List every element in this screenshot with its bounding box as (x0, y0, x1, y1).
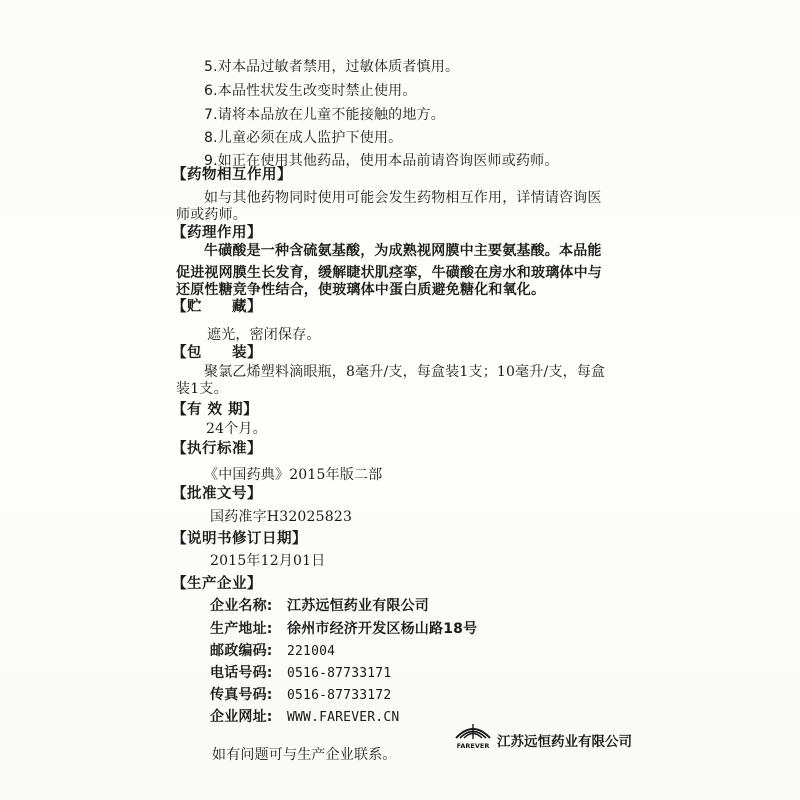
manufacturer-name-value: 江苏远恒药业有限公司 (287, 598, 429, 614)
manufacturer-phone-row (210, 664, 391, 683)
pharmacology-line-2: 促进视网膜生长发育，缓解睫状肌痉挛，牛磺酸在房水和玻璃体中与 (176, 265, 602, 281)
precaution-item-8: 8.儿童必须在成人监护下使用。 (204, 130, 403, 146)
manufacturer-fax-value: 0516-87733172 (287, 688, 392, 703)
validity-heading: 【有 效 期】 (172, 402, 259, 418)
standard-text: 《中国药典》2015年版二部 (204, 467, 383, 483)
interactions-line-1: 如与其他药物同时使用可能会发生药物相互作用，详情请咨询医 (204, 190, 602, 206)
pharmacology-heading: 【药理作用】 (172, 225, 262, 241)
precaution-item-5: 5.对本品过敏者禁用，过敏体质者慎用。 (204, 59, 460, 75)
manufacturer-name-row (210, 597, 429, 615)
manufacturer-postcode-row (210, 642, 335, 661)
manufacturer-phone-label: 电话号码: (210, 665, 273, 681)
standard-heading: 【执行标准】 (172, 441, 262, 457)
approval-number: 国药准字H32025823 (210, 509, 353, 525)
logo-company-name: 江苏远恒药业有限公司 (497, 734, 632, 750)
interactions-line-2: 师或药师。 (176, 207, 247, 223)
interactions-heading: 【药物相互作用】 (172, 167, 292, 183)
manufacturer-address-row (210, 620, 477, 638)
manufacturer-name-label: 企业名称: (210, 598, 273, 614)
manufacturer-fax-row (210, 686, 391, 705)
logo-brand-text: FAREVER (456, 742, 490, 750)
farever-logo-icon (452, 718, 494, 750)
manufacturer-phone-value: 0516-87733171 (287, 666, 392, 681)
manufacturer-fax-label: 传真号码: (210, 687, 273, 703)
validity-text: 24个月。 (206, 421, 267, 437)
manufacturer-website-label: 企业网址: (210, 709, 273, 725)
manufacturer-heading: 【生产企业】 (172, 576, 262, 592)
manufacturer-address-value: 徐州市经济开发区杨山路18号 (287, 621, 478, 637)
approval-heading: 【批准文号】 (172, 486, 262, 502)
contact-note: 如有问题可与生产企业联系。 (212, 747, 397, 763)
manufacturer-website-row (210, 708, 399, 727)
manufacturer-postcode-value: 221004 (287, 644, 336, 659)
pharmacology-line-3: 还原性糖竞争性结合，使玻璃体中蛋白质避免糖化和氧化。 (176, 282, 546, 298)
manufacturer-address-label: 生产地址: (210, 621, 273, 637)
manufacturer-website-value: WWW.FAREVER.CN (287, 710, 400, 725)
package-line-1: 聚氯乙烯塑料滴眼瓶，8毫升/支，每盒装1支；10毫升/支，每盒 (204, 364, 606, 380)
pharmacology-line-1: 牛磺酸是一种含硫氨基酸，为成熟视网膜中主要氨基酸。本品能 (204, 243, 602, 259)
precaution-item-9: 9.如正在使用其他药品，使用本品前请咨询医师或药师。 (204, 153, 559, 169)
manufacturer-postcode-label: 邮政编码: (210, 643, 273, 659)
precaution-item-7: 7.请将本品放在儿童不能接触的地方。 (204, 107, 445, 123)
package-heading: 【包 装】 (172, 345, 262, 361)
revision-date: 2015年12月01日 (210, 553, 326, 569)
storage-heading: 【贮 藏】 (172, 299, 262, 315)
precaution-item-6: 6.本品性状发生改变时禁止使用。 (204, 83, 417, 99)
package-line-2: 装1支。 (176, 381, 228, 397)
storage-text: 遮光，密闭保存。 (207, 327, 321, 343)
revision-heading: 【说明书修订日期】 (172, 531, 307, 547)
